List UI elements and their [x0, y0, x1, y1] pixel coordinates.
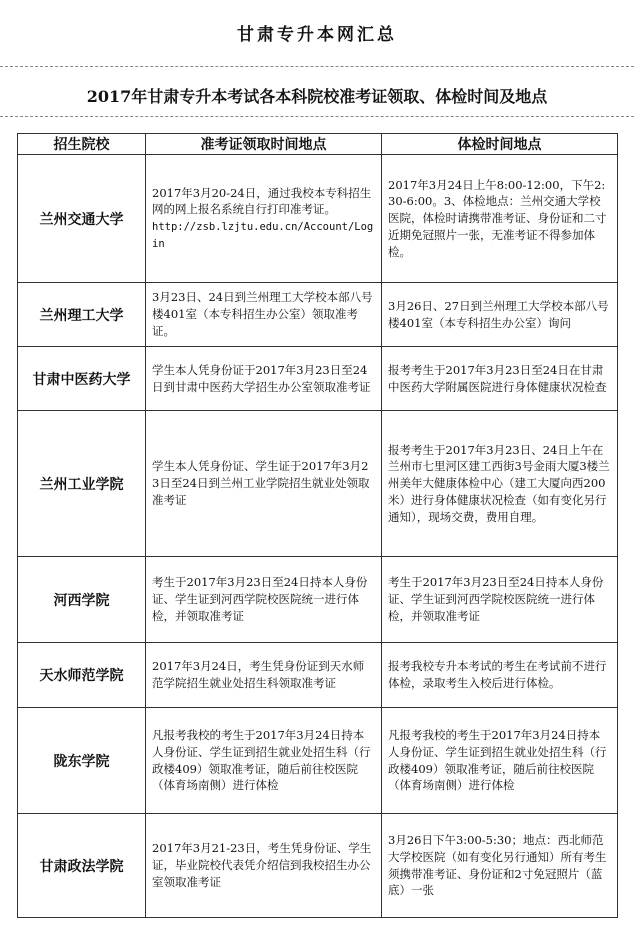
exam-info: 3月26日、27日到兰州理工大学校本部八号楼401室（本专科招生办公室）询问 [382, 283, 618, 347]
table-header-row [18, 134, 618, 155]
ticket-info: 2017年3月24日，考生凭身份证到天水师范学院招生就业处招生科领取准考证 [146, 643, 382, 708]
school-name: 兰州理工大学 [18, 283, 146, 347]
ticket-text: 2017年3月20-24日，通过我校本专科招生网的网上报名系统自行打印准考证。 [152, 185, 372, 217]
header-school: 招生院校 [18, 134, 146, 155]
top-divider [0, 66, 634, 67]
schedule-table [17, 133, 618, 918]
ticket-info: 学生本人凭身份证、学生证于2017年3月23日至24日到兰州工业学院招生就业处领取准考证 [146, 411, 382, 557]
ticket-info [146, 155, 382, 283]
title-divider [0, 116, 634, 117]
exam-info: 3月26日下午3:00-5:30；地点：西北师范大学校医院（如有变化另行通知）所有考生须携带准考证、身份证和2寸免冠照片（蓝底）一张 [382, 814, 618, 918]
table-row [18, 411, 618, 557]
table-row [18, 283, 618, 347]
exam-info: 考生于2017年3月23日至24日持本人身份证、学生证到河西学院校医院统一进行体检，并领取准考证 [382, 557, 618, 643]
school-name: 陇东学院 [18, 708, 146, 814]
exam-info: 凡报考我校的考生于2017年3月24日持本人身份证、学生证到招生就业处招生科（行政楼409）领取准考证，随后前往校医院（体育场南侧）进行体检 [382, 708, 618, 814]
school-name: 兰州工业学院 [18, 411, 146, 557]
page-title: 2017年甘肃专升本考试各本科院校准考证领取、体检时间及地点 [86, 87, 548, 106]
school-name: 兰州交通大学 [18, 155, 146, 283]
exam-info: 报考我校专升本考试的考生在考试前不进行体检，录取考生入校后进行体检。 [382, 643, 618, 708]
table-row [18, 347, 618, 411]
ticket-info: 2017年3月21-23日，考生凭身份证、学生证，毕业院校代表凭介绍信到我校招生办公室领取准考证 [146, 814, 382, 918]
school-name: 甘肃政法学院 [18, 814, 146, 918]
ticket-info: 3月23日、24日到兰州理工大学校本部八号楼401室（本专科招生办公室）领取准考证。 [146, 283, 382, 347]
table-row [18, 155, 618, 283]
ticket-info: 凡报考我校的考生于2017年3月24日持本人身份证、学生证到招生就业处招生科（行政楼409）领取准考证，随后前往校医院（体育场南侧）进行体检 [146, 708, 382, 814]
table-row [18, 557, 618, 643]
school-name: 河西学院 [18, 557, 146, 643]
table-row [18, 708, 618, 814]
header-ticket: 准考证领取时间地点 [146, 134, 382, 155]
ticket-info: 学生本人凭身份证于2017年3月23日至24日到甘肃中医药大学招生办公室领取准考证 [146, 347, 382, 411]
login-link[interactable]: http://zsb.lzjtu.edu.cn/Account/Login [152, 220, 374, 251]
site-title: 甘肃专升本网汇总 [237, 25, 397, 45]
table-row [18, 643, 618, 708]
school-name: 甘肃中医药大学 [18, 347, 146, 411]
table-row [18, 814, 618, 918]
school-name: 天水师范学院 [18, 643, 146, 708]
exam-info: 2017年3月24日上午8:00-12:00，下午2:30-6:00。3、体检地点：兰州交通大学校医院，体检时请携带准考证、身份证和二寸近期免冠照片一张，无准考证不得参加体检。 [382, 155, 618, 283]
ticket-info: 考生于2017年3月23日至24日持本人身份证、学生证到河西学院校医院统一进行体检，并领取准考证 [146, 557, 382, 643]
header-exam: 体检时间地点 [382, 134, 618, 155]
exam-info: 报考考生于2017年3月23日至24日在甘肃中医药大学附属医院进行身体健康状况检查 [382, 347, 618, 411]
exam-info: 报考考生于2017年3月23日、24日上午在兰州市七里河区建工西街3号金雨大厦3楼兰州美年大健康体检中心（建工大厦向西200米）进行身体健康状况检查（如有变化另行通知），现场交费，费用自理。 [382, 411, 618, 557]
